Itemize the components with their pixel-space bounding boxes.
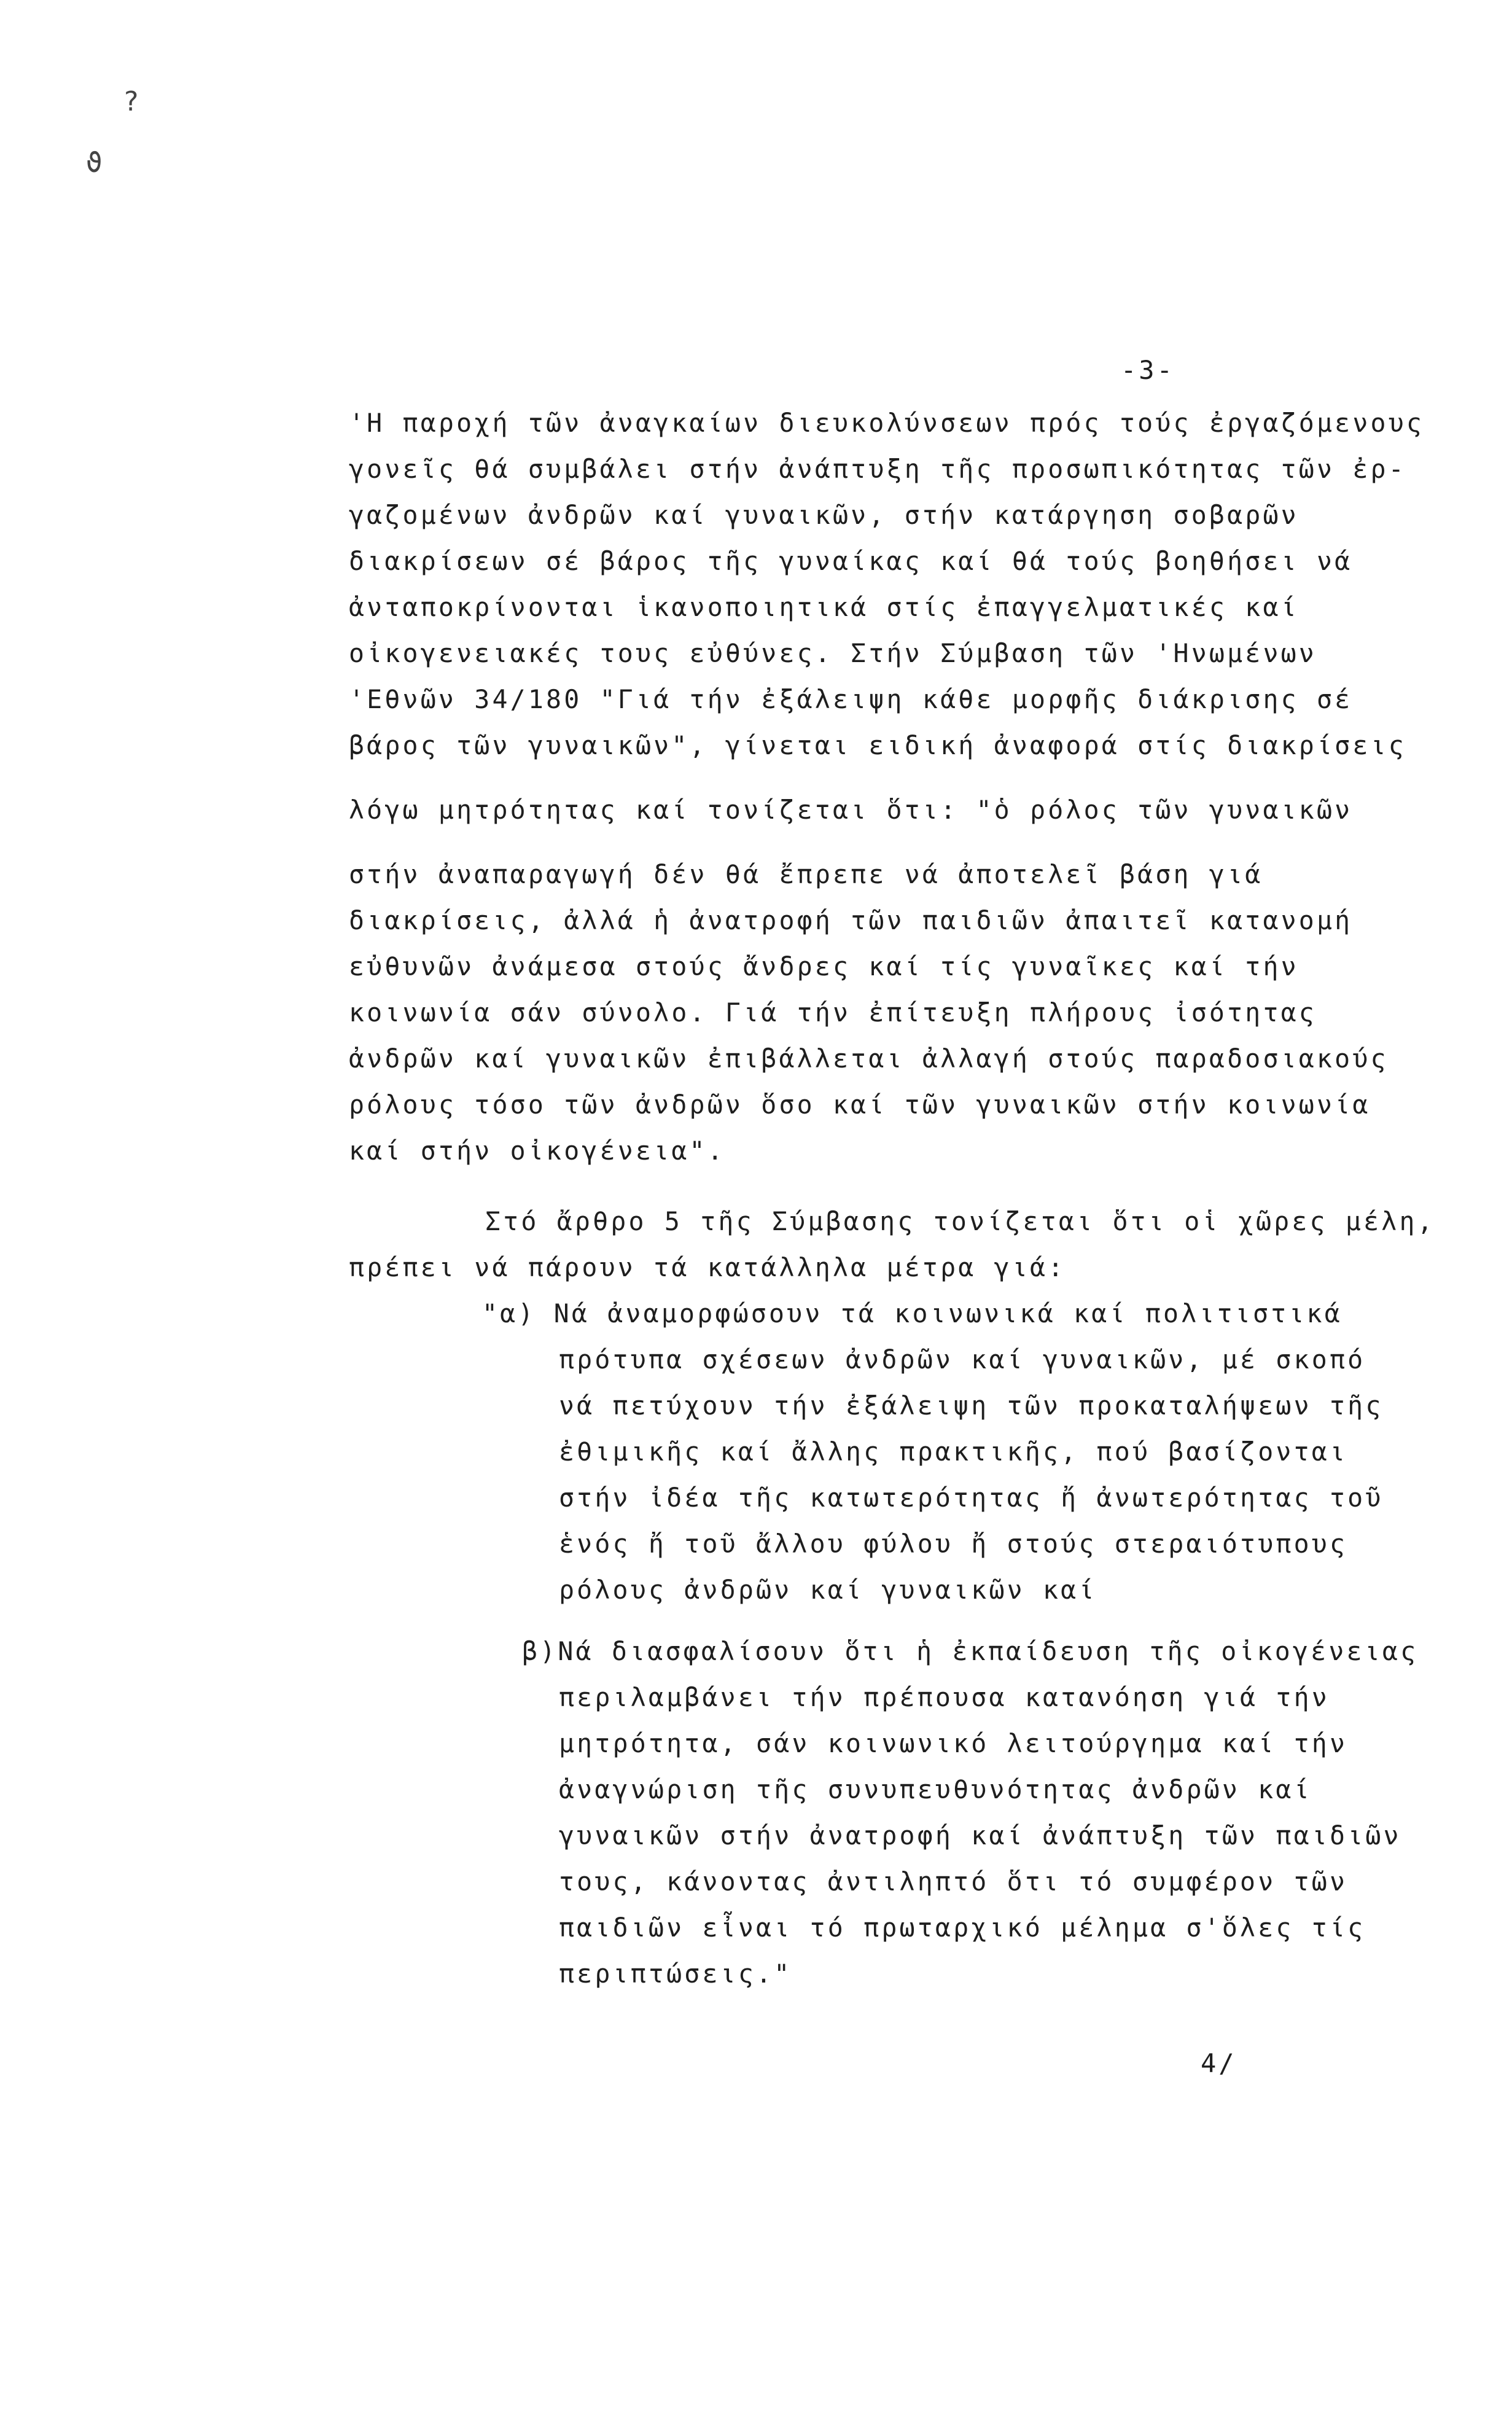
paragraph-1-line-8: βάρος τῶν γυναικῶν", γίνεται ειδική ἀναφορά στίς διακρίσεις <box>349 730 1406 760</box>
paragraph-1-line-16: καί στήν οἰκογένεια". <box>349 1136 725 1166</box>
item-b-line-2: περιλαμβάνει τήν πρέπουσα κατανόηση γιά τήν <box>559 1682 1330 1712</box>
paragraph-1-line-2: γονεῖς θά συμβάλει στήν ἀνάπτυξη τῆς προσωπικότητας τῶν ἐρ- <box>349 454 1406 484</box>
paragraph-2-line-2: πρέπει νά πάρουν τά κατάλληλα μέτρα γιά: <box>349 1252 1066 1282</box>
item-a-line-1: "α) Νά ἀναμορφώσουν τά κοινωνικά καί πολιτιστικά <box>482 1298 1342 1328</box>
page-number: -3- <box>1121 355 1175 385</box>
paragraph-1-line-9: λόγω μητρότητας καί τονίζεται ὅτι: "ὁ ρόλος τῶν γυναικῶν <box>349 795 1353 825</box>
paragraph-1-line-7: 'Εθνῶν 34/180 "Γιά τήν ἐξάλειψη κάθε μορφῆς διάκρισης σέ <box>349 684 1353 714</box>
item-a-line-3: νά πετύχουν τήν ἐξάλειψη τῶν προκαταλήψεων τῆς <box>559 1390 1384 1421</box>
paragraph-1-line-1: 'Η παροχή τῶν ἀναγκαίων διευκολύνσεων πρός τούς ἐργαζόμενους <box>349 408 1425 438</box>
paragraph-1-line-13: κοινωνία σάν σύνολο. Γιά τήν ἐπίτευξη πλήρους ἰσότητας <box>349 997 1317 1028</box>
item-a-line-7: ρόλους ἀνδρῶν καί γυναικῶν καί <box>559 1575 1097 1605</box>
margin-mark-question: ? <box>123 86 139 117</box>
paragraph-1-line-10: στήν ἀναπαραγωγή δέν θά ἔπρεπε νά ἀποτελεῖ βάση γιά <box>349 859 1263 889</box>
item-b-line-4: ἀναγνώριση τῆς συνυπευθυνότητας ἀνδρῶν καί <box>559 1774 1312 1804</box>
item-b-line-7: παιδιῶν εἶναι τό πρωταρχικό μέλημα σ'ὅλες τίς <box>559 1913 1366 1943</box>
paragraph-1-line-6: οἰκογενειακές τους εὐθύνες. Στήν Σύμβαση τῶν 'Ηνωμένων <box>349 638 1317 668</box>
item-b-line-3: μητρότητα, σάν κοινωνικό λειτούργημα καί τήν <box>559 1728 1348 1758</box>
paragraph-1-line-4: διακρίσεων σέ βάρος τῆς γυναίκας καί θά τούς βοηθήσει νά <box>349 546 1353 576</box>
item-b-line-6: τους, κάνοντας ἀντιληπτό ὅτι τό συμφέρον τῶν <box>559 1866 1348 1897</box>
paragraph-1-line-5: ἀνταποκρίνονται ἱκανοποιητικά στίς ἐπαγγελματικές καί <box>349 592 1299 622</box>
paragraph-1-line-15: ρόλους τόσο τῶν ἀνδρῶν ὅσο καί τῶν γυναικῶν στήν κοινωνία <box>349 1090 1371 1120</box>
margin-mark-glyph: ϑ <box>86 147 103 179</box>
item-a-line-4: ἐθιμικῆς καί ἄλλης πρακτικῆς, πού βασίζονται <box>559 1437 1348 1467</box>
item-a-line-6: ἑνός ἤ τοῦ ἄλλου φύλου ἤ στούς στεραιότυπους <box>559 1529 1348 1559</box>
item-a-line-5: στήν ἰδέα τῆς κατωτερότητας ἤ ἀνωτερότητας τοῦ <box>559 1483 1384 1513</box>
paragraph-1-line-3: γαζομένων ἀνδρῶν καί γυναικῶν, στήν κατάργηση σοβαρῶν <box>349 500 1299 530</box>
item-b-line-1: β)Νά διασφαλίσουν ὅτι ἡ ἐκπαίδευση τῆς οἰκογένειας <box>522 1636 1419 1666</box>
paragraph-2-line-1: Στό ἄρθρο 5 τῆς Σύμβασης τονίζεται ὅτι οἱ χῶρες μέλη, <box>485 1206 1435 1236</box>
paragraph-1-line-12: εὐθυνῶν ἀνάμεσα στούς ἄνδρες καί τίς γυναῖκες καί τήν <box>349 951 1299 981</box>
item-a-line-2: πρότυπα σχέσεων ἀνδρῶν καί γυναικῶν, μέ σκοπό <box>559 1344 1366 1375</box>
paragraph-1-line-11: διακρίσεις, ἀλλά ἡ ἀνατροφή τῶν παιδιῶν ἀπαιτεῖ κατανομή <box>349 905 1353 935</box>
continuation-marker: 4/ <box>1201 2048 1237 2078</box>
item-b-line-8: περιπτώσεις." <box>559 1959 792 1989</box>
paragraph-1-line-14: ἀνδρῶν καί γυναικῶν ἐπιβάλλεται ἀλλαγή στούς παραδοσιακούς <box>349 1043 1389 1074</box>
item-b-line-5: γυναικῶν στήν ἀνατροφή καί ἀνάπτυξη τῶν παιδιῶν <box>559 1820 1401 1850</box>
